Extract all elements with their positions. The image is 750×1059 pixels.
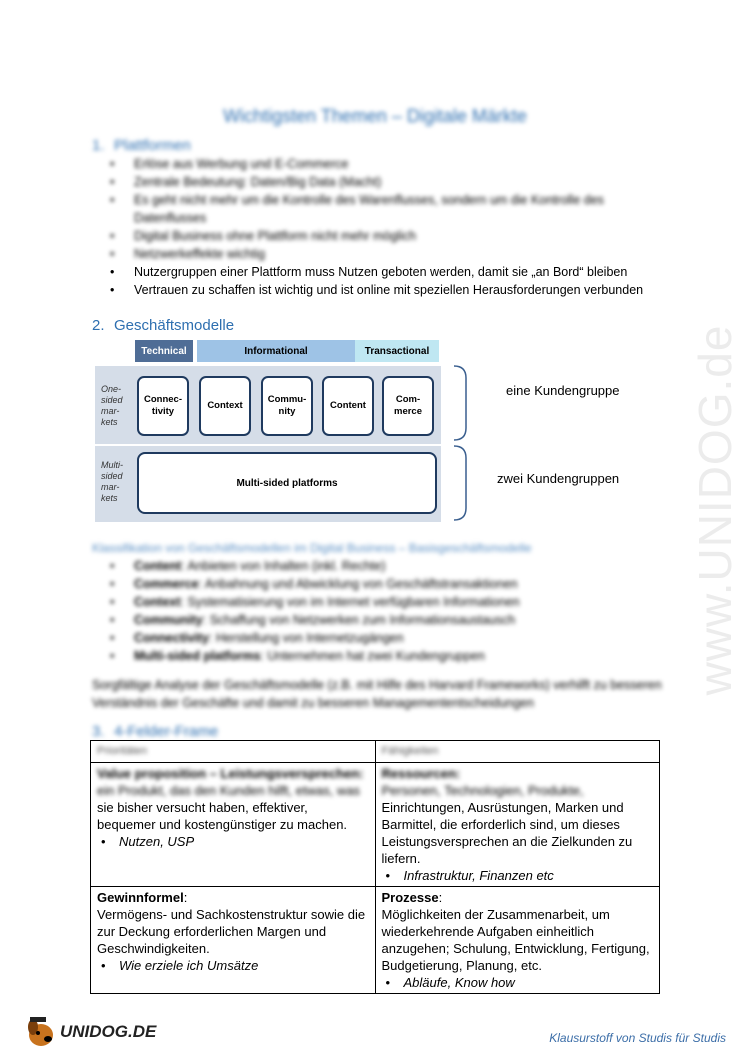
document-title: Wichtigsten Themen – Digitale Märkte [223,106,527,126]
connectivity-box: Connec- tivity [137,376,189,436]
figure-caption: Klassifikation von Geschäftsmodellen im Digital Business – Basisgeschäftsmodelle [92,541,532,555]
one-sided-markets-label: One- sided mar- kets [101,384,123,427]
section-heading-4-felder: 3. 4-Felder-Frame [92,723,219,740]
analysis-paragraph: Sorgfältige Analyse der Geschäftsmodelle (z.B. mit Hilfe des Harvard Frameworks) verhilft zu besseren Verständnis der Geschäfte und damit zu besseren Managemententscheidungen [92,678,662,710]
section-heading-plattformen: 1. Plattformen [92,137,191,154]
header-informational: Informational [197,340,355,362]
cell-prozesse: Prozesse: Möglichkeiten der Zusammenarbeit, um wiederkehrende Aufgaben einheitlich anzugehen; Schulung, Entwicklung, Fertigung, Budgetierung, Planung, etc. • Abläufe, Know how [375,887,660,994]
business-model-diagram [95,340,441,522]
list-item: • Connectivity: Herstellung von Internetzugängen [110,629,670,647]
community-box: Commu- nity [261,376,313,436]
header-transactional: Transactional [355,340,439,362]
content-box: Content [322,376,374,436]
list-item: • Community: Schaffung von Netzwerken zum Informationsaustausch [110,611,670,629]
multi-sided-platforms-box: Multi-sided platforms [137,452,437,514]
label-zwei-kundengruppen: zwei Kundengruppen [497,471,620,486]
list-item: • Multi-sided platforms: Unternehmen hat zwei Kundengruppen [110,647,670,665]
cell-value-proposition: Value proposition – Leistungsversprechen: ein Produkt, das den Kunden hilft, etwas, was sie bisher versucht haben, effektiver, bequemer und kostengünstiger zu machen. • Nutzen, USP [91,763,376,887]
cell-gewinnformel: Gewinnformel: Vermögens- und Sachkostenstruktur sowie die zur Deckung erforderlichen Margen und Geschwindigkeiten. • Wie erziele ich Umsätze [91,887,376,994]
platform-bullet-list [110,155,670,299]
logo-text: UNIDOG.DE [60,1022,157,1041]
brace-icon [452,364,474,524]
list-item: • Context: Systematisierung von im Internet verfügbaren Informationen [110,593,670,611]
list-item: • Zentrale Bedeutung: Daten/Big Data (Macht) [110,173,670,191]
footer-tagline: Klausurstoff von Studis für Studis [549,1031,726,1045]
list-item: • Netzwerkeffekte wichtig [110,245,670,263]
table-header-faehigkeiten: Fähigkeiten [375,741,660,763]
list-item: • Content: Anbieten von Inhalten (inkl. Rechte) [110,557,670,575]
section-heading-geschaeftsmodelle: 2. Geschäftsmodelle [92,317,235,334]
header-technical: Technical [135,340,193,362]
model-bullet-list [110,557,670,665]
multi-sided-markets-label: Multi- sided mar- kets [101,460,123,503]
label-eine-kundengruppe: eine Kundengruppe [506,383,620,398]
list-item: • Nutzergruppen einer Plattform muss Nutzen geboten werden, damit sie „an Bord“ bleiben [110,263,670,281]
list-item: • Digital Business ohne Plattform nicht mehr möglich [110,227,670,245]
watermark: www.UNIDOG.de [689,324,741,696]
context-box: Context [199,376,251,436]
list-item: • Commerce: Anbahnung und Abwicklung von Geschäftstransaktionen [110,575,670,593]
dog-icon [24,1015,58,1049]
commerce-box: Com- merce [382,376,434,436]
table-header-prioritaeten: Prioritäten [91,741,376,763]
unidog-logo [24,1015,156,1049]
four-field-table [90,740,660,994]
list-item: • Es geht nicht mehr um die Kontrolle des Warenflusses, sondern um die Kontrolle des Datenflusses [110,191,670,227]
list-item: • Vertrauen zu schaffen ist wichtig und ist online mit speziellen Herausforderungen verbunden [110,281,670,299]
cell-ressourcen: Ressourcen: Personen, Technologien, Produkte, Einrichtungen, Ausrüstungen, Marken und Barmittel, die erforderlich sind, um dieses Leistungsversprechen an die Zielkunden zu liefern. • Infrastruktur, Finanzen etc [375,763,660,887]
list-item: • Erlöse aus Werbung und E-Commerce [110,155,670,173]
